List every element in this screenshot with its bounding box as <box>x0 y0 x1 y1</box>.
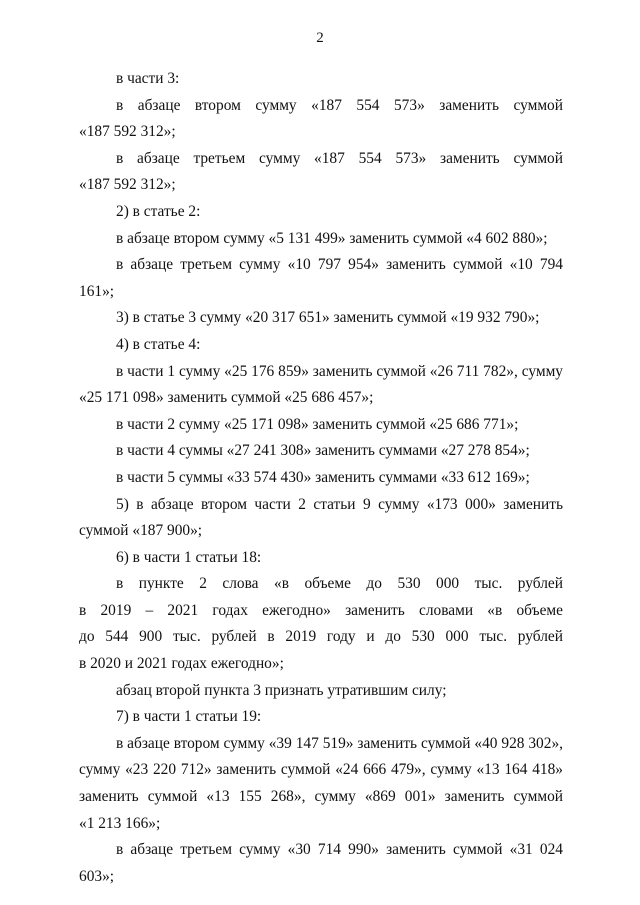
paragraph-line: в части 3: <box>116 70 180 87</box>
paragraph-line: в части 1 сумму «25 176 859» заменить суммой «26 711 782», сумму <box>116 362 563 380</box>
paragraph-line: суммой «187 900»; <box>79 522 203 540</box>
paragraph-line: в пункте 2 слова «в объеме до 530 000 тыс. рублей <box>116 575 563 593</box>
paragraph <box>79 704 563 731</box>
paragraph <box>79 66 563 93</box>
paragraph <box>79 252 563 305</box>
paragraph-line: 7) в части 1 статьи 19: <box>116 708 262 726</box>
paragraph-line: «1 213 166»; <box>79 814 161 832</box>
paragraph <box>79 492 563 545</box>
paragraph-line: в абзаце третьем сумму «187 554 573» заменить суммой <box>116 149 563 167</box>
paragraph <box>79 146 563 199</box>
paragraph <box>79 545 563 572</box>
paragraph-line: «187 592 312»; <box>79 176 176 194</box>
paragraph <box>79 199 563 226</box>
paragraph-line: абзац второй пункта 3 признать утратившим силу; <box>116 681 447 699</box>
paragraph <box>79 465 563 492</box>
paragraph-line: в части 4 суммы «27 241 308» заменить суммами «27 278 854»; <box>116 442 530 460</box>
paragraph-line: в 2019 – 2021 годах ежегодно» заменить словами «в объеме <box>79 601 563 619</box>
paragraph <box>79 438 563 465</box>
paragraph-line: в абзаце третьем сумму «10 797 954» заменить суммой «10 794 161»; <box>79 256 563 300</box>
paragraph <box>79 332 563 359</box>
paragraph-line: в 2020 и 2021 годах ежегодно»; <box>79 655 284 673</box>
paragraph-line: в абзаце втором сумму «39 147 519» заменить суммой «40 928 302», <box>116 734 563 752</box>
paragraph-line: сумму «23 220 712» заменить суммой «24 666 479», сумму «13 164 418» <box>79 761 563 779</box>
paragraph <box>79 412 563 439</box>
paragraph-line: заменить суммой «13 155 268», сумму «869 001» заменить суммой <box>79 788 563 806</box>
document-body <box>79 66 563 890</box>
page-number: 2 <box>316 30 324 46</box>
paragraph <box>79 837 563 890</box>
paragraph <box>79 226 563 253</box>
paragraph <box>79 571 563 677</box>
paragraph <box>79 678 563 705</box>
paragraph <box>79 359 563 412</box>
paragraph-line: в части 2 сумму «25 171 098» заменить суммой «25 686 771»; <box>116 415 519 433</box>
paragraph-line: в части 5 суммы «33 574 430» заменить суммами «33 612 169»; <box>116 468 530 486</box>
paragraph <box>79 731 563 837</box>
paragraph-line: 6) в части 1 статьи 18: <box>116 548 262 566</box>
paragraph-line: «25 171 098» заменить суммой «25 686 457»; <box>79 389 374 407</box>
paragraph-line: в абзаце втором сумму «187 554 573» заменить суммой <box>116 96 563 114</box>
paragraph-line: в абзаце третьем сумму «30 714 990» заменить суммой «31 024 603»; <box>79 841 563 885</box>
paragraph-line: 3) в статье 3 сумму «20 317 651» заменить суммой «19 932 790»; <box>116 309 540 327</box>
paragraph-line: в абзаце втором сумму «5 131 499» заменить суммой «4 602 880»; <box>116 229 548 247</box>
paragraph-line: 4) в статье 4: <box>116 335 201 353</box>
paragraph-line: до 544 900 тыс. рублей в 2019 году и до 530 000 тыс. рублей <box>79 628 563 646</box>
paragraph-line: 2) в статье 2: <box>116 202 201 220</box>
paragraph <box>79 93 563 146</box>
paragraph-line: 5) в абзаце втором части 2 статьи 9 сумму «173 000» заменить <box>116 495 563 513</box>
paragraph <box>79 305 563 332</box>
paragraph-line: «187 592 312»; <box>79 123 176 141</box>
